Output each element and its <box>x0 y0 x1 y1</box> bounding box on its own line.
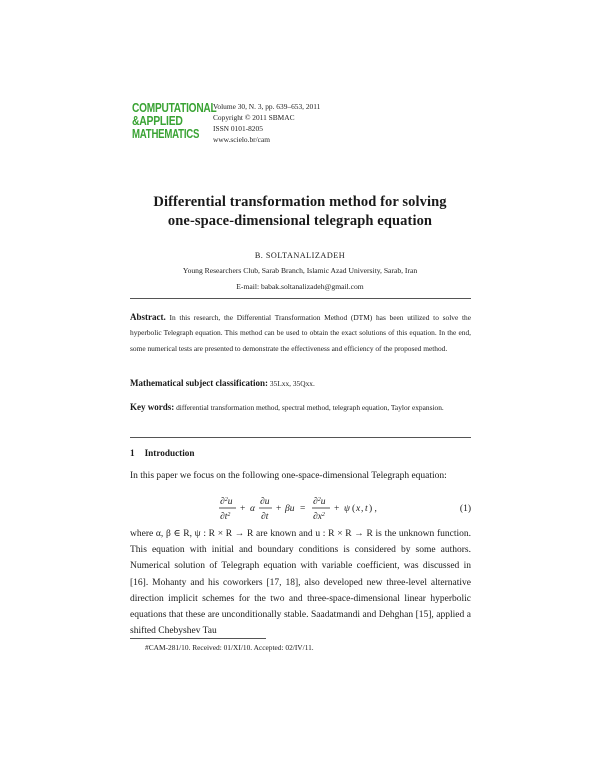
author-name: B. SOLTANALIZADEH <box>254 251 346 260</box>
svg-text:∂u: ∂u <box>260 497 270 507</box>
author-affiliation: Young Researchers Club, Sarab Branch, Islamic Azad University, Sarab, Iran <box>182 266 418 275</box>
logo-line-1: COMPUTATIONAL <box>132 100 217 115</box>
journal-copyright: Copyright © 2011 SBMAC <box>213 113 295 122</box>
abstract <box>130 310 471 356</box>
journal-issn: ISSN 0101-8205 <box>213 124 263 133</box>
intro-paragraph-1: In this paper we focus on the following one-space-dimensional Telegraph equation: <box>130 471 447 481</box>
intro-paragraph-2: where α, β ∈ R, ψ : R × R → R are known and u : R × R → R is the unknown function. This equation with initial and boundary conditions is considered by some authors. Numerical solution of Telegraph equation with variable coefficient, was discussed in [16]. Mohanty and his coworkers [17, 18], also developed new three-level alternative direction implicit schemes for the two and three-space-dimensional linear hyperbolic equations that these are unconditionally stable. Saadatmandi and Dehghan [15], applied a shifted Chebyshev Tau <box>130 529 471 637</box>
svg-text:∂2u: ∂$^2$u <box>220 497 233 507</box>
section-number: 1 <box>130 448 135 458</box>
keywords-label: Key words: <box>130 402 175 412</box>
journal-info <box>213 101 320 145</box>
abstract-text: In this research, the Differential Transformation Method (DTM) has been utilized to solve the hyperbolic Telegraph equation. This method can be used to obtain the exact solutions of this equation. In the end, some numerical tests are presented to demonstrate the effectiveness and efficiency of the proposed method. <box>130 313 471 353</box>
subject-classification <box>130 378 315 388</box>
svg-text:,: , <box>361 504 364 514</box>
svg-text:ψ: ψ <box>344 504 350 514</box>
logo-line-2: &APPLIED <box>132 113 183 128</box>
footnote: #CAM-281/10. Received: 01/XI/10. Accepted: 02/IV/11. <box>145 643 314 652</box>
keywords <box>130 400 471 415</box>
author-email[interactable]: E-mail: babak.soltanalizadeh@gmail.com <box>236 282 364 291</box>
svg-text:+: + <box>240 504 246 514</box>
journal-volume: Volume 30, N. 3, pp. 639–653, 2011 <box>213 102 321 111</box>
svg-text:t: t <box>365 504 368 514</box>
svg-text:βu: βu <box>285 504 295 514</box>
keywords-value: differential transformation method, spectral method, telegraph equation, Taylor expansion. <box>176 403 444 412</box>
title-line-1: Differential transformation method for solving <box>153 194 447 210</box>
abstract-label: Abstract. <box>130 312 166 322</box>
equation-svg <box>130 493 471 529</box>
equation-1 <box>130 493 471 529</box>
logo-line-3: MATHEMATICS <box>132 126 200 141</box>
svg-text:∂x2: $\partial x^2$ <box>313 512 325 522</box>
svg-text:α: α <box>250 504 255 514</box>
svg-text:+: + <box>276 504 282 514</box>
classification-value: 35Lxx, 35Qxx. <box>269 379 315 388</box>
title-line-2: one-space-dimensional telegraph equation <box>167 213 433 229</box>
svg-text:∂2u: ∂$^2$u <box>313 497 326 507</box>
journal-url[interactable]: www.scielo.br/cam <box>213 135 270 144</box>
bottom-divider <box>130 437 471 438</box>
footnote-rule <box>130 638 266 639</box>
svg-text:) ,: ) , <box>369 504 377 514</box>
equation-number: (1) <box>459 504 471 514</box>
paper-title <box>100 193 500 231</box>
svg-text:=: = <box>300 504 306 514</box>
svg-text:(: ( <box>352 504 356 514</box>
section-title: Introduction <box>144 448 195 458</box>
svg-text:+: + <box>334 504 340 514</box>
svg-text:∂t: ∂t <box>261 512 269 522</box>
journal-logo <box>132 100 217 141</box>
classification-label: Mathematical subject classification: <box>130 378 268 388</box>
top-divider <box>130 298 471 299</box>
section-heading <box>130 448 204 458</box>
svg-text:∂t2: $\partial t^2$ <box>220 512 231 522</box>
svg-text:x: x <box>356 504 361 514</box>
